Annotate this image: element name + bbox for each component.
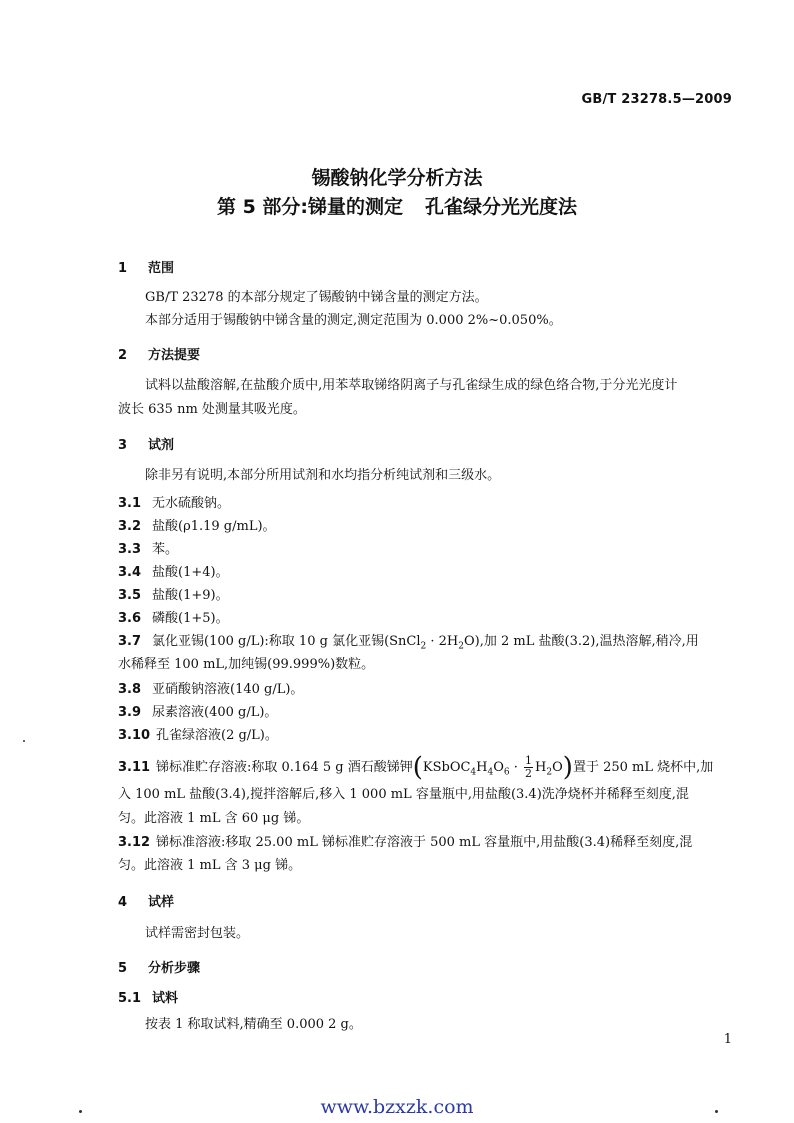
document-title: 锡酸钠化学分析方法 bbox=[311, 167, 483, 189]
scan-speck bbox=[715, 1110, 718, 1113]
section-3-intro: 除非另有说明,本部分所用试剂和水均指分析纯试剂和三级水。 bbox=[145, 468, 501, 483]
document-subtitle bbox=[0, 192, 794, 219]
scan-speck bbox=[23, 740, 25, 742]
item-3-4: 3.4 盐酸(1+4)。 bbox=[118, 565, 229, 580]
subsection-5-1-heading: 5.1 试料 bbox=[118, 991, 179, 1006]
item-3-8: 3.8 亚硝酸钠溶液(140 g/L)。 bbox=[118, 682, 304, 697]
item-3-1: 3.1 无水硫酸钠。 bbox=[118, 496, 231, 511]
fraction-one-half: $\frac{1}{2}$ bbox=[525, 754, 533, 780]
item-3-9: 3.9 尿素溶液(400 g/L)。 bbox=[118, 705, 278, 720]
item-3-2: 3.2 盐酸(ρ1.19 g/mL)。 bbox=[118, 519, 276, 534]
subtitle-part-b: 孔雀绿分光光度法 bbox=[425, 196, 578, 218]
standard-code: GB/T 23278.5—2009 bbox=[581, 92, 732, 107]
item-3-6: 3.6 磷酸(1+5)。 bbox=[118, 611, 229, 626]
page-number: 1 bbox=[723, 1032, 732, 1047]
item-3-10: 3.10 孔雀绿溶液(2 g/L)。 bbox=[118, 728, 278, 743]
item-3-7-line-2: 水稀释至 100 mL,加纯锡(99.999%)数粒。 bbox=[118, 657, 375, 672]
subsection-5-1-paragraph: 按表 1 称取试料,精确至 0.000 2 g。 bbox=[145, 1017, 362, 1032]
section-1-heading: 1 范围 bbox=[118, 261, 175, 276]
section-1-paragraph-2: 本部分适用于锡酸钠中锑含量的测定,测定范围为 0.000 2%~0.050%。 bbox=[145, 313, 562, 328]
section-4-heading: 4 试样 bbox=[118, 895, 175, 910]
item-3-12-line-2: 匀。此溶液 1 mL 含 3 μg 锑。 bbox=[118, 858, 302, 873]
item-3-5: 3.5 盐酸(1+9)。 bbox=[118, 588, 229, 603]
item-3-12: 3.12 锑标准溶液:移取 25.00 mL 锑标准贮存溶液于 500 mL 容量瓶中,用盐酸(3.4)稀释至刻度,混 bbox=[118, 835, 693, 850]
item-3-7: 3.7 氯化亚锡(100 g/L):称取 10 g 氯化亚锡(SnCl$_2$ · $2H_2O$),加 2 mL 盐酸(3.2),温热溶解,稍冷,用 bbox=[118, 634, 699, 652]
item-3-11: 3.11 锑标准贮存溶液:称取 0.164 5 g 酒石酸锑钾($KSbOC_4H_4O_6$ · $\frac{1}{2}$ $H_2O$)置于 250 mL 烧杯中,加 bbox=[118, 752, 714, 783]
section-1-paragraph-1: GB/T 23278 的本部分规定了锡酸钠中锑含量的测定方法。 bbox=[145, 290, 488, 305]
scan-speck bbox=[79, 1110, 82, 1113]
section-3-heading: 3 试剂 bbox=[118, 438, 175, 453]
item-3-11-line-2: 入 100 mL 盐酸(3.4),搅拌溶解后,移入 1 000 mL 容量瓶中,用盐酸(3.4)洗净烧杯并稀释至刻度,混 bbox=[118, 787, 689, 802]
section-2-paragraph-2: 波长 635 nm 处测量其吸光度。 bbox=[118, 402, 306, 417]
section-5-heading: 5 分析步骤 bbox=[118, 961, 201, 976]
item-3-11-line-3: 匀。此溶液 1 mL 含 60 μg 锑。 bbox=[118, 811, 310, 826]
footer-website-link[interactable]: www.bzxzk.com bbox=[320, 1096, 474, 1118]
section-2-heading: 2 方法提要 bbox=[118, 348, 201, 363]
section-2-paragraph-1: 试料以盐酸溶解,在盐酸介质中,用苯萃取锑络阴离子与孔雀绿生成的绿色络合物,于分光光度计 bbox=[145, 378, 678, 393]
section-4-paragraph-1: 试样需密封包装。 bbox=[145, 926, 250, 941]
subtitle-part-a: 第 5 部分:锑量的测定 bbox=[216, 196, 404, 218]
item-3-3: 3.3 苯。 bbox=[118, 542, 179, 557]
